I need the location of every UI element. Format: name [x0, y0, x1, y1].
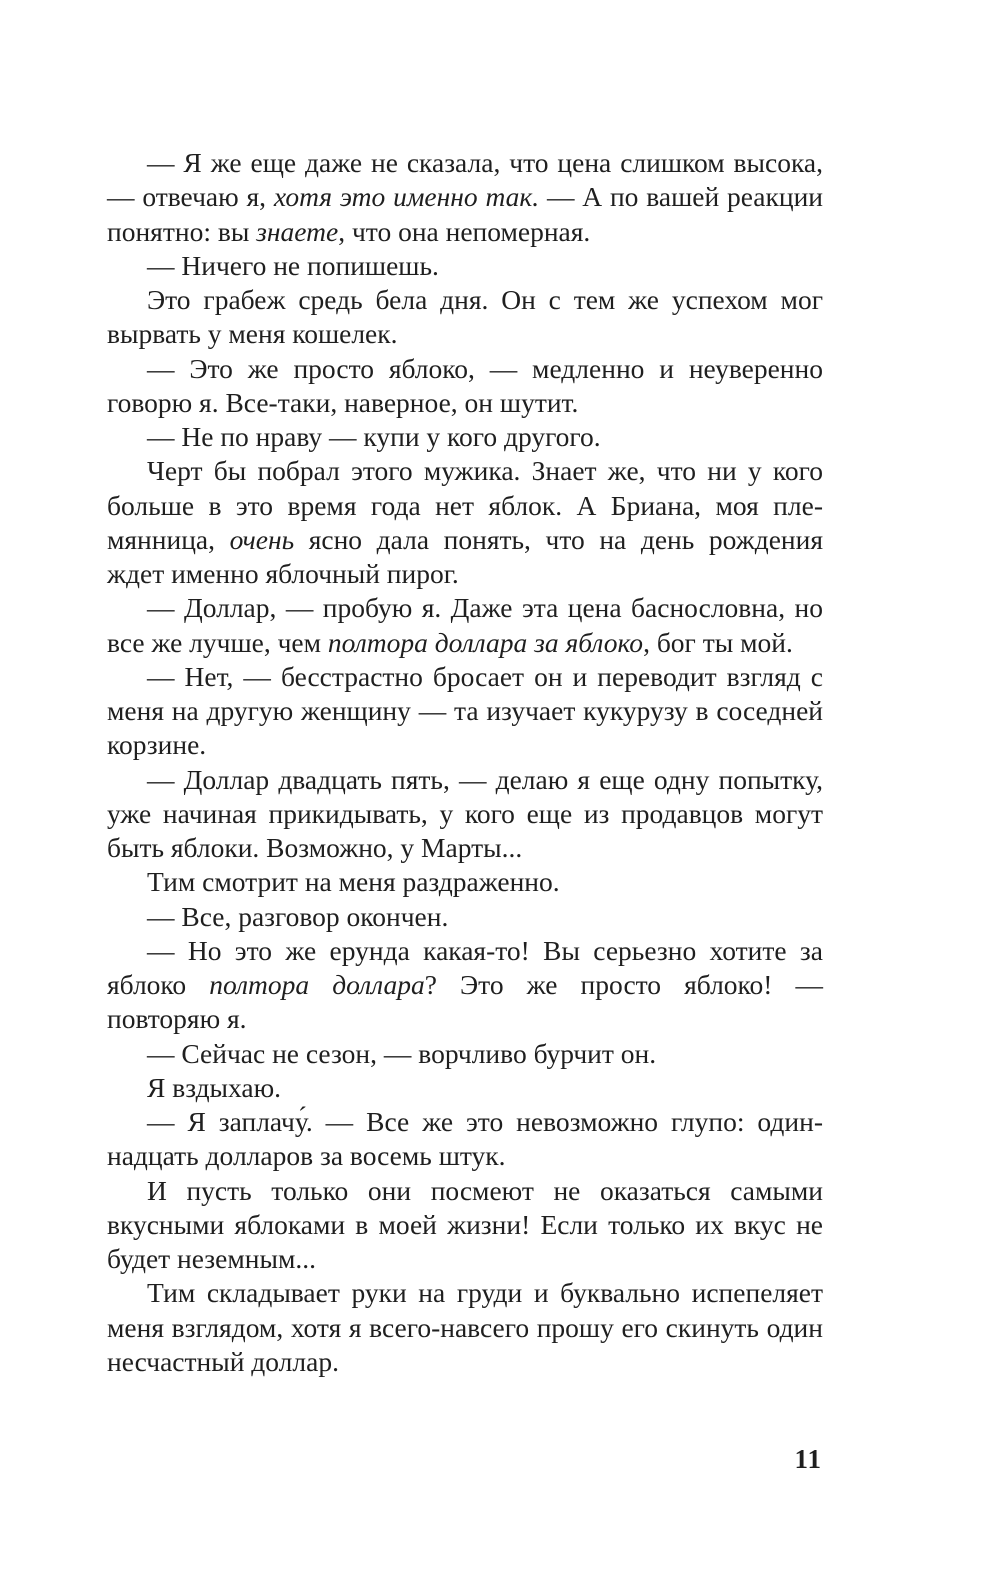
paragraph	[107, 249, 823, 283]
paragraph	[107, 660, 823, 763]
text-run: — Это же просто яблоко, — медленно и неуверенно говорю я. Все-таки, наверное, он шутит.	[107, 352, 823, 418]
text-run: Тим смотрит на меня раздраженно.	[147, 866, 560, 898]
paragraph	[107, 352, 823, 421]
text-run: — Не по нраву — купи у кого другого.	[147, 421, 601, 452]
paragraph	[107, 1071, 823, 1105]
paragraph	[107, 934, 823, 1037]
text-run: Это грабеж средь бела дня. Он с тем же успехом мог вырвать у меня кошелек.	[107, 284, 823, 350]
text-run: — Нет, — бесстрастно бросает он и переводит взгляд с меня на другую женщину — та изучает кукурузу в соседней корзине.	[107, 660, 823, 761]
text-run: — Доллар двадцать пять, — делаю я еще одну попытку, уже начиная прикидывать, у кого еще из продавцов могут быть яблоки. Возможно, у Марты...	[107, 763, 823, 863]
text-run: ? Это же просто яблоко! — повторяю я.	[107, 969, 823, 1035]
text-run: — А по вашей реакции понятно: вы	[107, 181, 823, 247]
italic-text: полтора доллара за яблоко	[327, 626, 644, 658]
paragraph	[107, 1105, 823, 1174]
body-text	[107, 146, 823, 1379]
italic-text: хотя это именно так.	[273, 181, 540, 213]
paragraph	[107, 146, 823, 249]
paragraph	[107, 283, 823, 352]
text-run: , бог ты мой.	[643, 626, 793, 658]
text-run: ясно дала понять, что на день рождения ждет именно яблочный пирог.	[107, 523, 824, 589]
italic-text: полтора доллара	[209, 969, 425, 1000]
paragraph	[107, 1174, 823, 1277]
text-run: Тим складывает руки на груди и буквально испепеляет меня взглядом, хотя я всего-навсего прошу его скинуть один несчастный доллар.	[107, 1277, 823, 1377]
text-run: И пусть только они посмеют не оказаться самыми вкусными яблоками в моей жизни! Если только их вкус не будет неземным...	[107, 1174, 823, 1274]
text-run: , что она непомерная.	[338, 215, 591, 247]
paragraph	[107, 763, 823, 866]
italic-text: очень	[229, 523, 295, 555]
page-number: 11	[794, 1444, 822, 1474]
paragraph	[107, 1037, 823, 1071]
text-run: — Доллар, — пробую я. Даже эта цена баснословна, но все же лучше, чем	[107, 592, 823, 658]
paragraph	[107, 454, 823, 591]
paragraph	[107, 900, 823, 934]
paragraph	[107, 591, 823, 660]
text-run: — Все, разговор окончен.	[147, 900, 449, 932]
paragraph	[107, 1276, 823, 1379]
paragraph	[107, 865, 823, 899]
text-run: — Сейчас не сезон, — ворчливо бурчит он.	[147, 1037, 657, 1069]
text-run: Я вздыхаю.	[147, 1071, 282, 1103]
paragraph	[107, 420, 823, 454]
text-run: — Ничего не попишешь.	[147, 249, 439, 281]
text-run: — Я же еще даже не сказала, что цена слишком высока, — отвечаю я,	[107, 147, 823, 213]
text-run: — Я заплачу́. — Все же это невозможно глупо: одиннадцать долларов за восемь штук.	[107, 1106, 823, 1172]
text-run: Черт бы побрал этого мужика. Знает же, что ни у кого больше в это время года нет яблок. А Бриана, моя племянница,	[107, 455, 823, 555]
text-run: — Но это же ерунда какая-то! Вы серьезно хотите за яблоко	[107, 934, 823, 1000]
italic-text: знаете	[256, 215, 339, 247]
